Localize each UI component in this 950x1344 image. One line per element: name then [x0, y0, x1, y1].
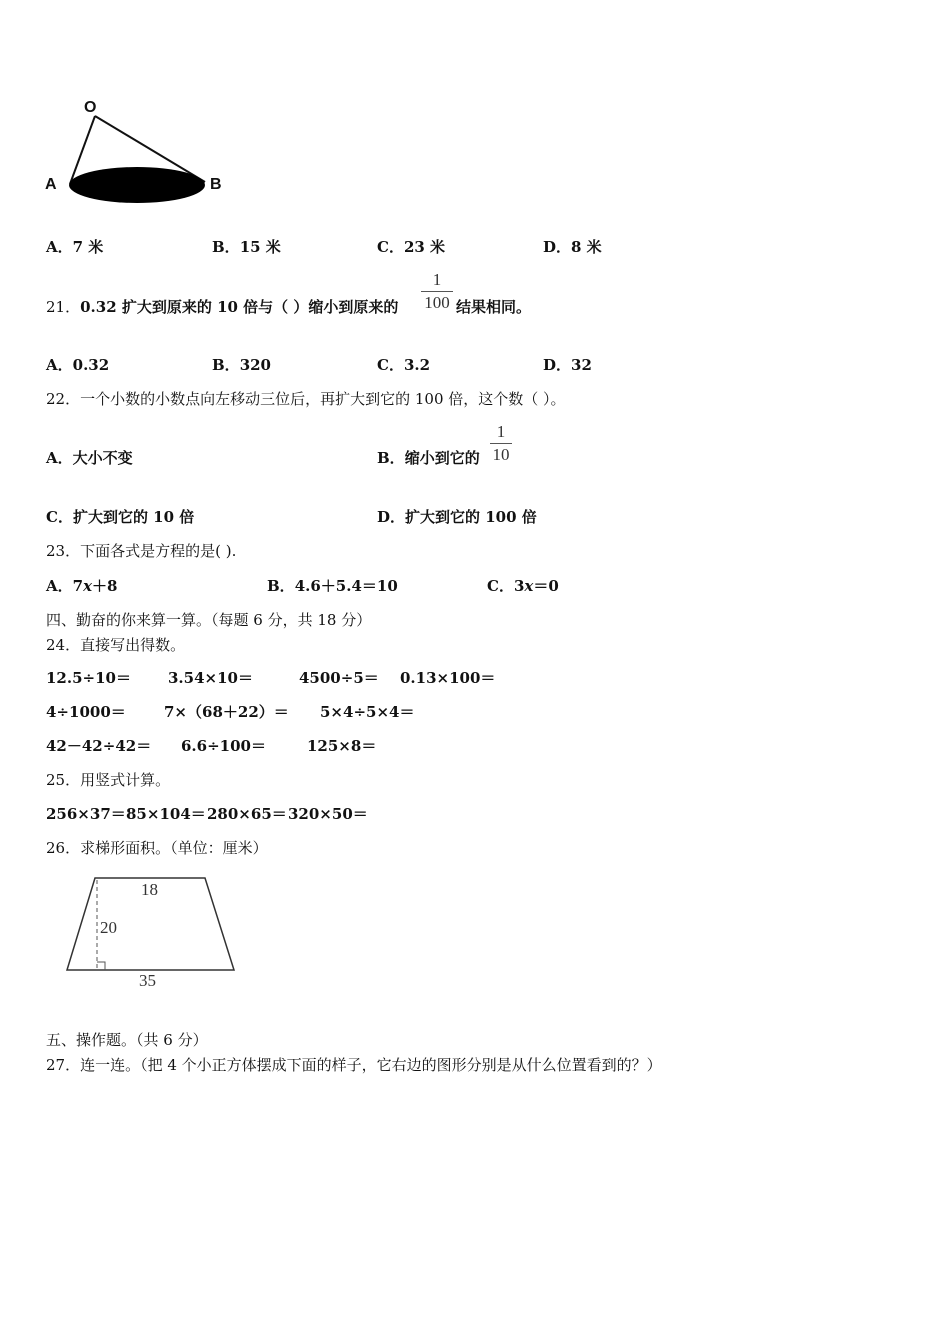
option-post: ＋8: [92, 577, 118, 595]
option-text: 3.2: [403, 356, 431, 374]
option-text: 320: [239, 356, 271, 374]
q20-option-c[interactable]: [377, 236, 445, 257]
q24-item: 0.13×100＝: [400, 669, 496, 687]
q20-option-a[interactable]: [46, 236, 103, 257]
cone-figure: [40, 92, 240, 212]
q24-item: 6.6÷100＝: [181, 737, 266, 755]
q25-stem: [46, 769, 170, 790]
section-4-title: 四、勤奋的你来算一算。（每题 6 分，共 18 分）: [46, 611, 372, 629]
option-text: 扩大到它的 10 倍: [72, 508, 195, 526]
q24-item: 3.54×10＝: [168, 669, 253, 687]
option-letter: B．: [212, 356, 240, 374]
trapezoid-bottom-label: 35: [139, 971, 156, 990]
option-text: 大小不变: [72, 449, 133, 467]
q23-option-c[interactable]: [487, 575, 559, 596]
question-number: 27．: [46, 1056, 81, 1074]
option-text: 8 米: [571, 238, 602, 256]
q22-fraction: [490, 422, 512, 465]
trapezoid-figure: [60, 870, 250, 995]
q25-item: 256×37＝: [46, 805, 126, 823]
option-letter: C．: [377, 238, 404, 256]
fraction-denominator: 100: [424, 293, 450, 312]
option-letter: A．: [46, 577, 73, 595]
trapezoid-top-label: 18: [141, 880, 158, 899]
q21-fraction: [421, 270, 453, 313]
q24-item: 4÷1000＝: [46, 703, 126, 721]
option-text: 32: [571, 356, 592, 374]
option-text: 15 米: [239, 238, 281, 256]
option-variable: x: [524, 577, 534, 595]
q22-stem: [46, 388, 566, 409]
option-letter: B．: [212, 238, 240, 256]
cone-label-o: O: [84, 99, 97, 116]
q24-item: 42－42÷42＝: [46, 737, 152, 755]
option-letter: D．: [377, 508, 406, 526]
option-letter: D．: [543, 356, 572, 374]
q22-option-b[interactable]: [377, 447, 480, 468]
q25-item: 280×65＝: [207, 805, 287, 823]
q24-item: 125×8＝: [307, 737, 377, 755]
option-pre: 7: [72, 577, 84, 595]
q24-item: 12.5÷10＝: [46, 669, 131, 687]
q24-stem: [46, 634, 185, 655]
q22-option-d[interactable]: [377, 506, 537, 527]
option-letter: A．: [46, 356, 73, 374]
question-text: 用竖式计算。: [80, 771, 171, 789]
q22-option-c[interactable]: [46, 506, 194, 527]
q21-text-before: 0.32 扩大到原来的 10 倍与（ ）缩小到原来的: [80, 298, 399, 316]
fraction-numerator: 1: [496, 422, 506, 441]
question-number: 23．: [46, 542, 81, 560]
cone-base: [69, 167, 205, 203]
fraction-bar: [421, 291, 453, 292]
question-number: 24．: [46, 636, 81, 654]
q21-option-b[interactable]: [212, 354, 271, 375]
fraction-denominator: 10: [492, 445, 510, 464]
question-number: 21．: [46, 298, 81, 316]
q26-stem: [46, 837, 268, 858]
section-5-title: 五、操作题。（共 6 分）: [46, 1031, 208, 1049]
question-text: 连一连。（把 4 个小正方体摆成下面的样子，它右边的图形分别是从什么位置看到的？）: [80, 1056, 662, 1074]
q21-stem: [46, 296, 398, 317]
q25-item: 85×104＝: [126, 805, 206, 823]
trapezoid-height-label: 20: [100, 918, 117, 937]
q21-text-after: 结果相同。: [456, 298, 532, 316]
option-letter: B．: [267, 577, 295, 595]
q20-option-b[interactable]: [212, 236, 281, 257]
option-pre: 3: [513, 577, 525, 595]
option-text: 扩大到它的 100 倍: [405, 508, 537, 526]
right-angle-mark: [97, 962, 105, 970]
q21-option-c[interactable]: [377, 354, 430, 375]
q20-option-d[interactable]: [543, 236, 602, 257]
option-variable: x: [83, 577, 93, 595]
question-number: 26．: [46, 839, 81, 857]
fraction-numerator: 1: [432, 270, 442, 289]
cone-label-a: A: [45, 176, 57, 193]
option-text: 7 米: [72, 238, 104, 256]
option-letter: D．: [543, 238, 572, 256]
cone-label-b: B: [210, 176, 222, 193]
q23-stem: [46, 540, 236, 561]
question-text: 下面各式是方程的是( ).: [80, 542, 237, 560]
q23-option-b[interactable]: [267, 575, 398, 596]
option-text: 4.6＋5.4＝10: [294, 577, 398, 595]
q24-item: 5×4÷5×4＝: [320, 703, 415, 721]
option-letter: A．: [46, 238, 73, 256]
q27-stem: [46, 1054, 662, 1075]
question-number: 22．: [46, 390, 81, 408]
question-text: 直接写出得数。: [80, 636, 186, 654]
option-text: 缩小到它的: [404, 449, 480, 467]
q22-option-a[interactable]: [46, 447, 133, 468]
option-post: ＝0: [533, 577, 559, 595]
option-text: 0.32: [72, 356, 110, 374]
option-letter: C．: [487, 577, 514, 595]
q24-item: 7×（68＋22）＝: [164, 703, 289, 721]
question-text: 一个小数的小数点向左移动三位后，再扩大到它的 100 倍，这个数（ ）。: [80, 390, 566, 408]
option-letter: C．: [377, 356, 404, 374]
q23-option-a[interactable]: [46, 575, 117, 596]
fraction-bar: [490, 443, 512, 444]
question-text: 求梯形面积。（单位：厘米）: [80, 839, 268, 857]
question-number: 25．: [46, 771, 81, 789]
q21-option-d[interactable]: [543, 354, 592, 375]
q24-item: 4500÷5＝: [299, 669, 379, 687]
option-letter: C．: [46, 508, 73, 526]
option-text: 23 米: [403, 238, 446, 256]
option-letter: B．: [377, 449, 405, 467]
q21-option-a[interactable]: [46, 354, 109, 375]
q25-item: 320×50＝: [288, 805, 368, 823]
option-letter: A．: [46, 449, 73, 467]
